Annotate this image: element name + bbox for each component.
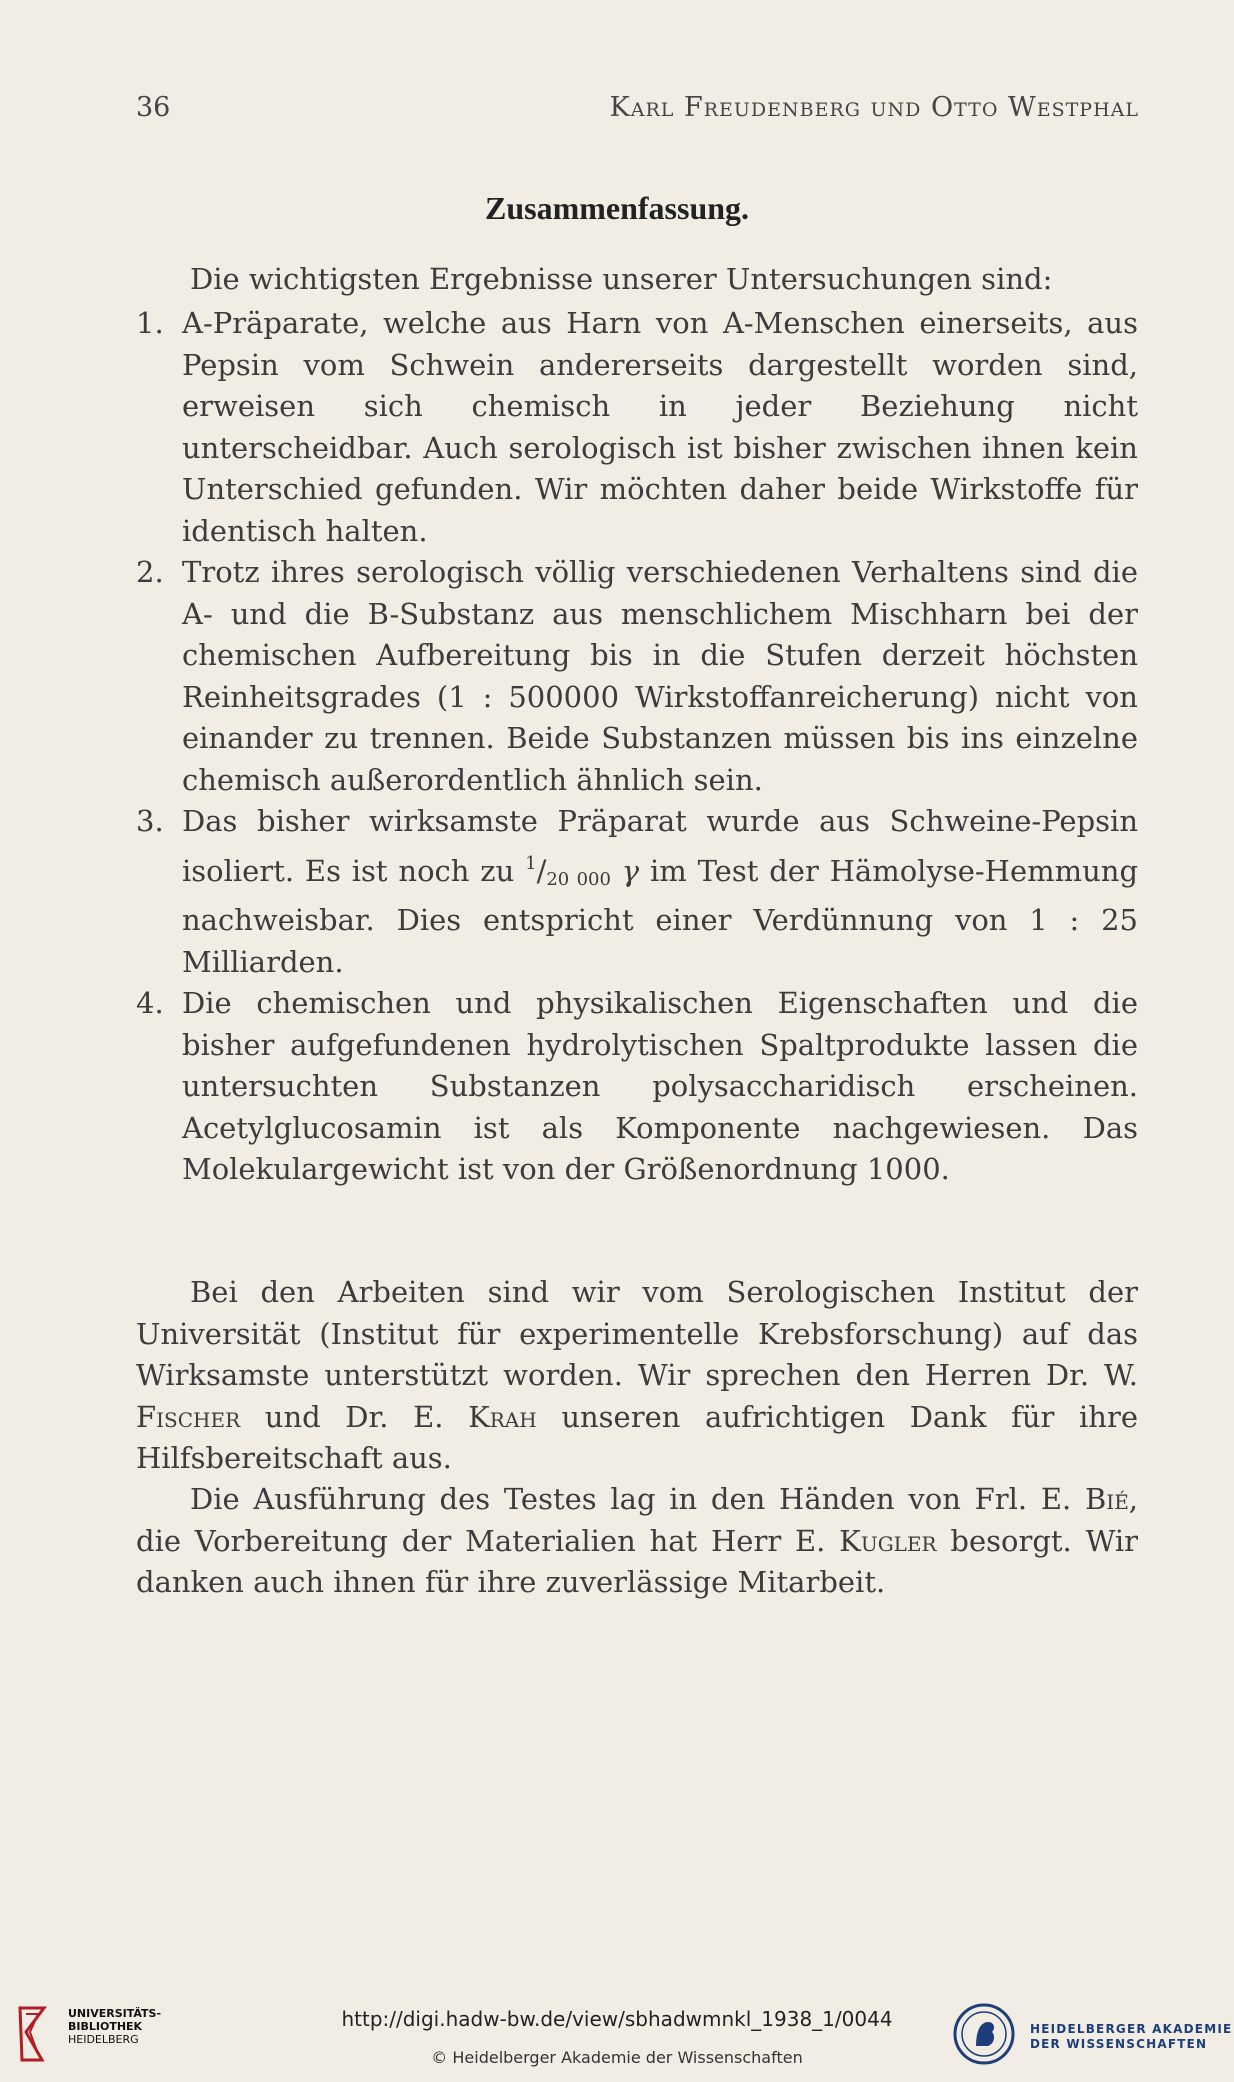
academy-line-2: DER WISSENSCHAFTEN bbox=[1030, 2037, 1208, 2051]
digitization-footer bbox=[0, 1990, 1234, 2082]
ack2-text-1: Die Ausführung des Testes lag in den Händen von Frl. E. bbox=[190, 1482, 1072, 1516]
ack1-text-1: Bei den Arbeiten sind wir vom Serologischen Institut der Universität (Institut für experimentelle Krebsforschung) auf das Wirksamste unterstützt worden. Wir sprechen den Herren Dr. W. bbox=[136, 1275, 1138, 1392]
library-line-3: HEIDELBERG bbox=[68, 2033, 139, 2046]
academy-name bbox=[1030, 2022, 1232, 2052]
fraction-numerator: 1 bbox=[525, 852, 537, 874]
list-item bbox=[136, 983, 1138, 1191]
section-title: Zusammenfassung. bbox=[484, 190, 750, 226]
acknowledgement-paragraph-1 bbox=[136, 1272, 1138, 1480]
list-item-text-after: im Test der Hämolyse-Hemmung nachweisbar. Dies entspricht einer Verdünnung von 1 : 25 Milliarden. bbox=[182, 853, 1139, 979]
list-item bbox=[136, 303, 1138, 552]
ack2-text-2: , die Vorbereitung der Materialien hat Herr E. bbox=[136, 1482, 1139, 1558]
findings-list bbox=[136, 303, 1138, 1191]
ack1-name-krah: Krah bbox=[468, 1399, 537, 1434]
ack2-name-kugler: Kugler bbox=[839, 1523, 937, 1558]
list-item bbox=[136, 552, 1138, 801]
acknowledgement-paragraph-2 bbox=[136, 1479, 1138, 1604]
academy-seal-icon bbox=[952, 2002, 1016, 2066]
list-item bbox=[136, 801, 1138, 983]
source-url-link[interactable]: http://digi.hadw-bw.de/view/sbhadwmnkl_1938_1/0044 bbox=[341, 2007, 893, 2031]
list-item-number: 4. bbox=[136, 986, 164, 1020]
list-item-text: Trotz ihres serologisch völlig verschiedenen Verhaltens sind die A- und die B-Substanz aus menschlichem Mischharn bei der chemischen Aufbereitung bis in die Stufen derzeit höchsten Reinheitsgrades (1 : 500000 Wirkstoffanreicherung) nicht von einander zu trennen. Beide Substanzen müssen bis ins einzelne chemisch außerordentlich ähnlich sein. bbox=[182, 555, 1138, 797]
library-line-1: UNIVERSITÄTS- bbox=[68, 2007, 162, 2020]
running-head: Karl Freudenberg und Otto Westphal bbox=[609, 92, 1139, 123]
list-item-text: Die chemischen und physikalischen Eigenschaften und die bisher aufgefundenen hydrolytischen Spaltprodukte lassen die untersuchten Substanzen polysaccharidisch erscheinen. Acetylglucosamin ist als Komponente nachgewiesen. Das Molekulargewicht ist von der Größenordnung 1000. bbox=[182, 986, 1138, 1186]
list-item-number: 2. bbox=[136, 555, 164, 589]
fraction-denominator: 20 000 bbox=[546, 868, 611, 890]
ack1-name-fischer: Fischer bbox=[136, 1399, 241, 1434]
list-item-text-before: Das bisher wirksamste Präparat wurde aus Schweine-Pepsin isoliert. Es ist noch zu bbox=[182, 804, 1138, 888]
gamma-symbol: γ bbox=[621, 853, 640, 888]
ack2-text-3: besorgt. Wir danken auch ihnen für ihre zuverlässige Mitarbeit. bbox=[136, 1523, 1139, 1599]
list-item-number: 3. bbox=[136, 804, 164, 838]
fraction: $^1/_{20 000}$ bbox=[525, 852, 611, 890]
list-item-text: A-Präparate, welche aus Harn von A-Menschen einerseits, aus Pepsin vom Schwein andererseits dargestellt worden sind, erweisen sich chemisch in jeder Beziehung nicht unterscheidbar. Auch serologisch ist bisher zwischen ihnen kein Unterschied gefunden. Wir möchten daher beide Wirkstoffe für identisch halten. bbox=[182, 306, 1138, 548]
ack1-text-2: und Dr. E. bbox=[264, 1399, 444, 1434]
page-number: 36 bbox=[136, 92, 171, 123]
copyright-notice: © Heidelberger Akademie der Wissenschaften bbox=[431, 2048, 803, 2067]
academy-line-1: HEIDELBERGER AKADEMIE bbox=[1030, 2022, 1233, 2036]
library-line-2: BIBLIOTHEK bbox=[68, 2020, 143, 2033]
ack1-text-3: unseren aufrichtigen Dank für ihre Hilfsbereitschaft aus. bbox=[136, 1399, 1139, 1475]
ack2-name-bie: Bié bbox=[1084, 1482, 1129, 1516]
intro-paragraph: Die wichtigsten Ergebnisse unserer Untersuchungen sind: bbox=[190, 262, 1053, 296]
list-item-number: 1. bbox=[136, 306, 164, 340]
